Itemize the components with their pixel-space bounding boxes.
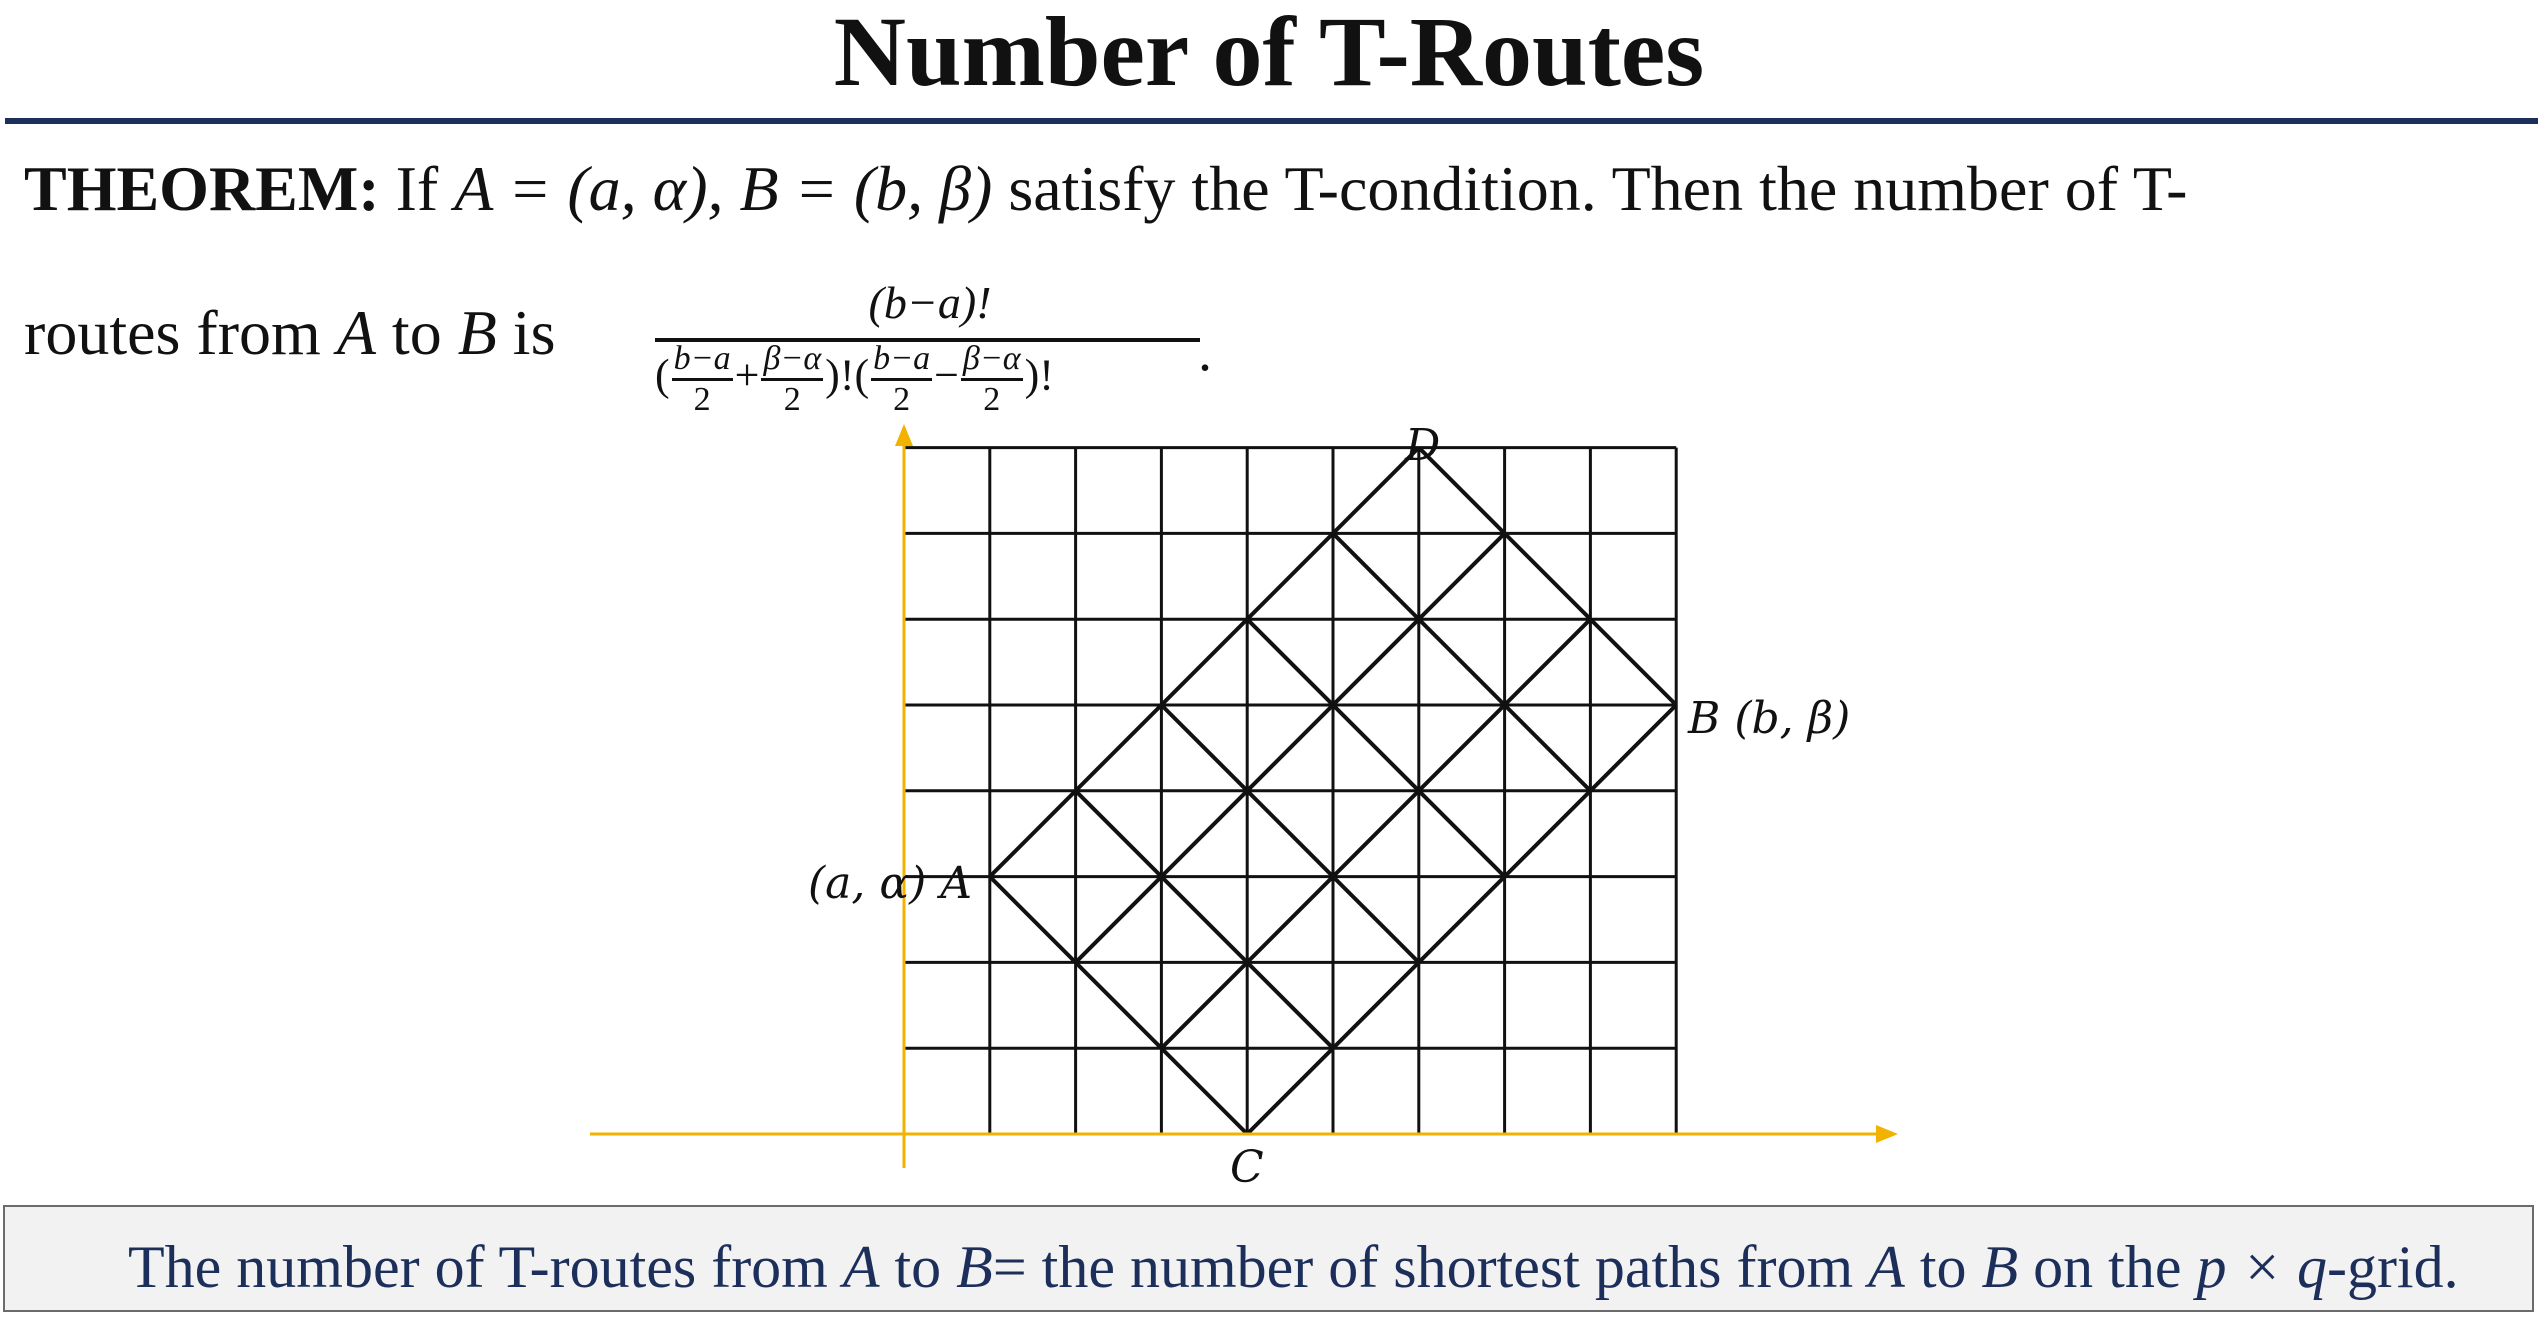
den-factorial-2: )! bbox=[1024, 350, 1054, 400]
theorem-if: If bbox=[395, 153, 439, 224]
point-d-label: D bbox=[1405, 420, 1441, 471]
symbol-b: B bbox=[457, 297, 497, 368]
den-factorial-1: )!( bbox=[825, 350, 870, 400]
den-fraction-1-top: b−a bbox=[672, 340, 733, 381]
footer-part-6: -grid. bbox=[2326, 1234, 2459, 1300]
point-a-label: (a, α) A bbox=[808, 858, 973, 909]
footer-part-2: to bbox=[879, 1234, 957, 1300]
den-paren-open: ( bbox=[655, 350, 670, 400]
theorem-text-1: satisfy the T-condition. Then the number of T- bbox=[992, 153, 2188, 224]
footer-symbol-a-2: A bbox=[1868, 1234, 1905, 1300]
y-axis-arrowhead bbox=[895, 424, 913, 446]
diagonal-route-line bbox=[1247, 619, 1504, 876]
footer-part-1: The number of T-routes from bbox=[128, 1234, 843, 1300]
diagonal-route-line bbox=[990, 448, 1419, 877]
page-title: Number of T-Routes bbox=[833, 0, 1705, 107]
den-fraction-2-bottom: 2 bbox=[783, 381, 801, 418]
diagonal-route-line bbox=[1161, 705, 1418, 962]
den-fraction-1-bottom: 2 bbox=[693, 381, 711, 418]
theorem-text-2: routes from bbox=[24, 297, 337, 368]
square-grid bbox=[904, 448, 1676, 1134]
symbol-a: A bbox=[336, 297, 376, 368]
formula-numerator: (b−a)! bbox=[868, 277, 992, 328]
diagonal-route-line bbox=[1076, 533, 1505, 962]
diagonal-route-line bbox=[1247, 705, 1676, 1134]
den-fraction-3-top: b−a bbox=[871, 340, 932, 381]
den-fraction-3-bottom: 2 bbox=[893, 381, 911, 418]
footer-part-3: = the number of shortest paths from bbox=[992, 1234, 1869, 1300]
footer-grid-size: p × q bbox=[2196, 1234, 2327, 1300]
footer-part-4: to bbox=[1904, 1234, 1982, 1300]
formula-period: . bbox=[1198, 321, 1212, 383]
point-b-definition: B = (b, β) bbox=[739, 153, 993, 224]
den-minus: − bbox=[934, 350, 959, 400]
den-fraction-2-top: β−α bbox=[761, 340, 823, 381]
footer-symbol-b: B bbox=[956, 1234, 993, 1300]
word-is: is bbox=[496, 297, 556, 368]
footer-symbol-b-2: B bbox=[1981, 1234, 2019, 1300]
theorem-label: THEOREM: bbox=[24, 153, 380, 224]
point-c-label: C bbox=[1230, 1142, 1264, 1193]
diagonal-route-line bbox=[1333, 533, 1590, 790]
diagonal-route-line bbox=[1161, 619, 1590, 1048]
footer-symbol-a: A bbox=[842, 1234, 880, 1300]
diagonal-route-line bbox=[990, 877, 1247, 1134]
footer-text bbox=[128, 1233, 2459, 1302]
point-a-definition: A = (a, α), bbox=[454, 153, 740, 224]
den-plus: + bbox=[734, 350, 760, 400]
diagonal-route-line bbox=[1419, 448, 1676, 705]
word-to: to bbox=[375, 297, 458, 368]
diagonal-route-line bbox=[1076, 791, 1333, 1048]
point-b-label: B (b, β) bbox=[1688, 693, 1851, 744]
x-axis-arrowhead bbox=[1876, 1125, 1898, 1143]
den-fraction-4-top: β−α bbox=[961, 340, 1023, 381]
den-fraction-4-bottom: 2 bbox=[983, 381, 1001, 418]
footer-part-5: on the bbox=[2018, 1234, 2197, 1300]
footer-note bbox=[3, 1205, 2534, 1312]
